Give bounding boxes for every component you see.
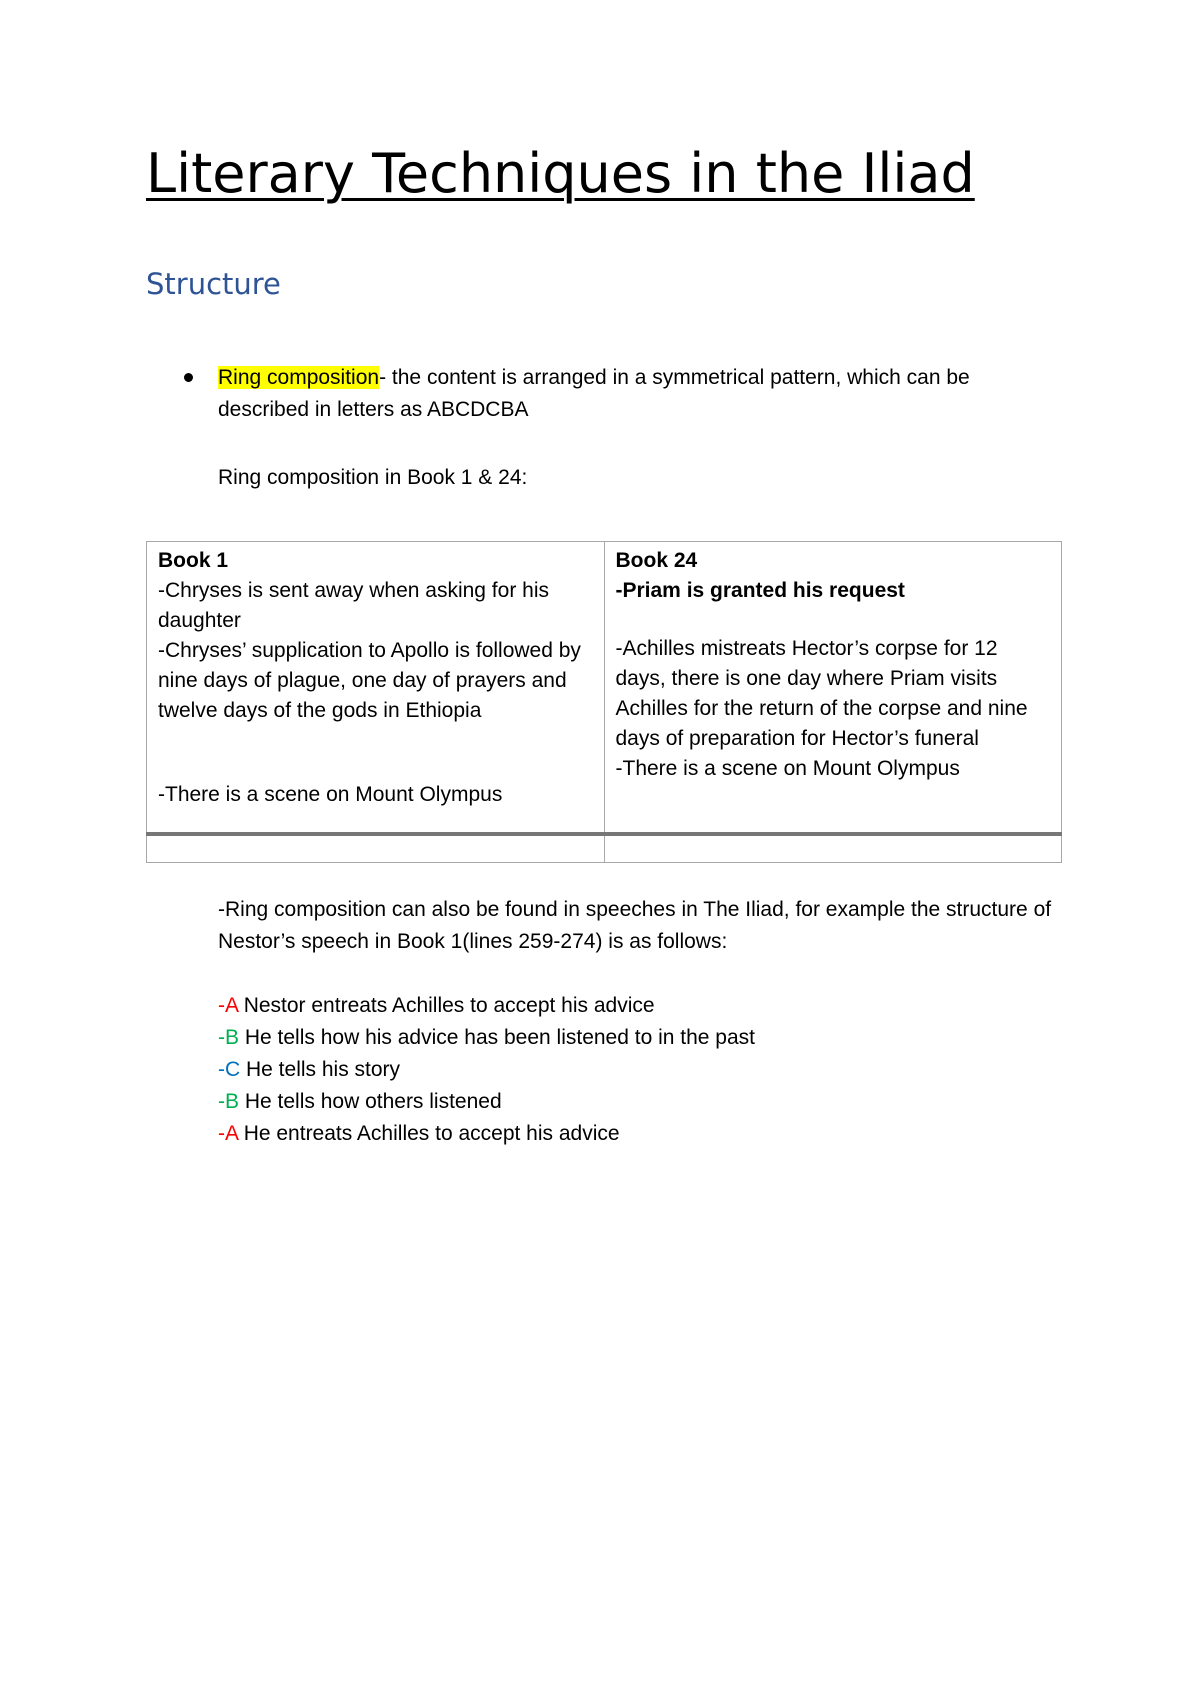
list-item-text: Nestor entreats Achilles to accept his advice (237, 994, 655, 1017)
list-item-text: He tells how others listened (239, 1090, 502, 1113)
list-marker: -B (218, 1026, 240, 1049)
book-24-cell (604, 542, 1062, 835)
list-item-text: He tells his story (240, 1058, 401, 1081)
empty-cell (147, 834, 605, 863)
list-item (218, 1022, 755, 1054)
speech-paragraph (218, 894, 1078, 958)
spacer (616, 606, 1052, 634)
speech-structure-list (218, 990, 755, 1150)
list-item (218, 1086, 755, 1118)
book-1-header: Book 1 (158, 549, 229, 572)
book-1-line: -Chryses is sent away when asking for his daughter (158, 579, 549, 632)
bullet-icon (184, 373, 193, 382)
bullet-list-item (146, 362, 1066, 426)
list-marker: -C (218, 1058, 241, 1081)
list-marker: -B (218, 1090, 240, 1113)
book-24-header: Book 24 (615, 549, 698, 572)
table-intro: Ring composition in Book 1 & 24: (218, 466, 528, 489)
section-heading: Structure (146, 267, 281, 301)
list-item (218, 1118, 755, 1150)
bullet-paragraph (218, 362, 1066, 426)
list-marker: -A (218, 994, 238, 1017)
spacer (158, 726, 594, 780)
list-item (218, 1054, 755, 1086)
list-marker: -A (218, 1122, 238, 1145)
book-24-line: -Achilles mistreats Hector’s corpse for 12 days, there is one day where Priam visits Achilles for the return of the corpse and nine days of preparation for Hector’s funeral (615, 637, 1028, 750)
book-1-cell (147, 542, 605, 835)
empty-cell (604, 834, 1062, 863)
highlighted-term: Ring composition (218, 366, 380, 389)
book-1-line: -Chryses’ supplication to Apollo is followed by nine days of plague, one day of prayers and twelve days of the gods in Ethiopia (158, 639, 581, 722)
table-row (147, 834, 1062, 863)
document-title: Literary Techniques in the Iliad (146, 142, 975, 205)
list-item-text: He tells how his advice has been listened to in the past (239, 1026, 755, 1049)
ring-composition-table (146, 541, 1062, 863)
speech-intro: -Ring composition can also be found in speeches in The Iliad, for example the structure of Nestor’s speech in Book 1(lines 259-274) is as follows: (218, 898, 1052, 953)
book-24-line: -Priam is granted his request (615, 579, 905, 602)
book-24-line: -There is a scene on Mount Olympus (615, 757, 960, 780)
table-row (147, 542, 1062, 835)
list-item-text: He entreats Achilles to accept his advice (237, 1122, 620, 1145)
list-item (218, 990, 755, 1022)
term-definition: - the content is arranged in a symmetrical pattern, which can be described in letters as ABCDCBA (218, 366, 970, 421)
book-1-line: -There is a scene on Mount Olympus (158, 783, 503, 806)
